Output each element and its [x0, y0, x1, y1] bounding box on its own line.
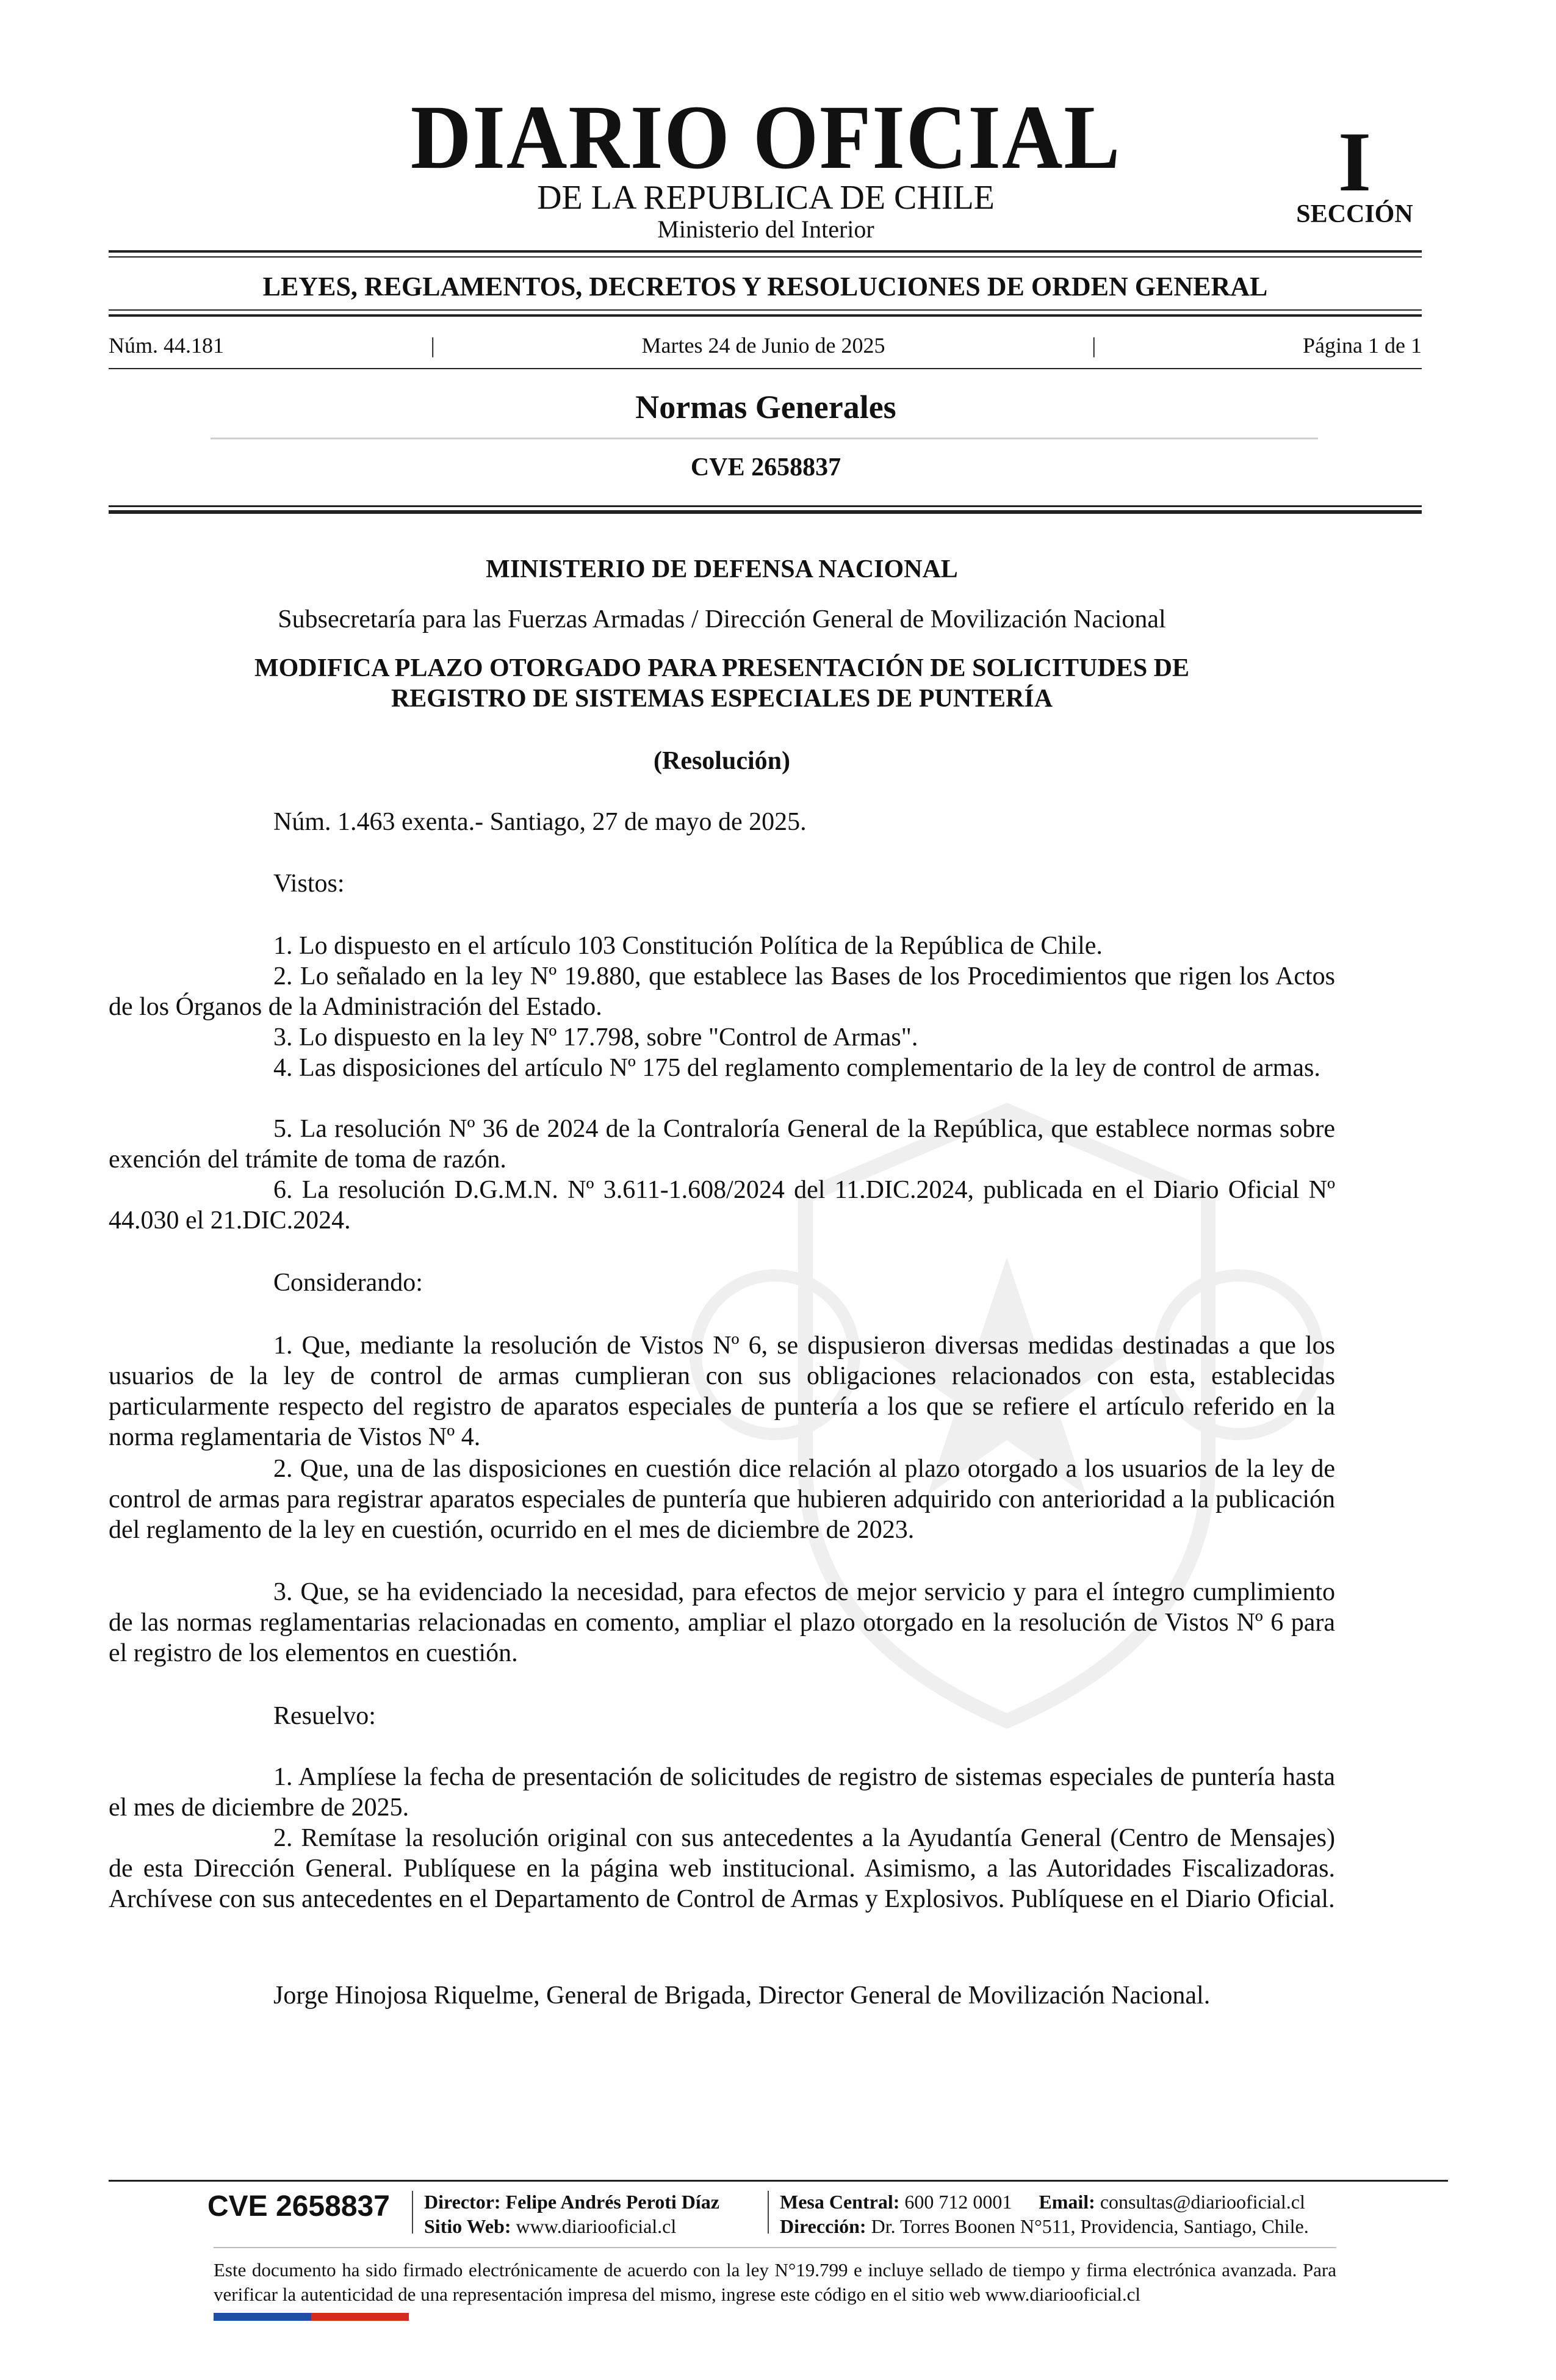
footer-director-line	[424, 2190, 766, 2214]
resuelvo-item	[109, 1823, 1335, 1914]
footer-site-line	[424, 2214, 766, 2238]
vistos-item	[109, 961, 1335, 1022]
masthead-ministry: Ministerio del Interior	[657, 215, 874, 243]
footer-divider	[768, 2191, 769, 2234]
footer-address-line	[780, 2214, 1347, 2238]
considerando-heading	[109, 1268, 1335, 1298]
considerando-item	[109, 1454, 1335, 1545]
resolution-title-line1: MODIFICA PLAZO OTORGADO PARA PRESENTACIÓN DE SOLICITUDES DE	[254, 654, 1190, 682]
vistos-item-text: 3. Lo dispuesto en la ley Nº 17.798, sobre "Control de Armas".	[273, 1023, 918, 1051]
vistos-heading-text: Vistos:	[273, 870, 345, 898]
vistos-item-text: 5. La resolución Nº 36 de 2024 de la Contraloría General de la República, que establece normas sobre exención del trámite de toma de razón.	[109, 1115, 1335, 1174]
considerando-item	[109, 1330, 1335, 1452]
vistos-item	[109, 1114, 1335, 1175]
footer-mesa-label: Mesa Central:	[780, 2191, 900, 2213]
considerando-item	[109, 1577, 1335, 1668]
vistos-item-text: 6. La resolución D.G.M.N. Nº 3.611-1.608/2024 del 11.DIC.2024, publicada en el Diario Oficial Nº 44.030 el 21.DIC.2024.	[109, 1176, 1335, 1235]
resolution-title-line2: REGISTRO DE SISTEMAS ESPECIALES DE PUNTERÍA	[391, 685, 1053, 713]
footer-mesa-value: 600 712 0001	[904, 2191, 1012, 2213]
footer-director-label: Director:	[424, 2191, 501, 2213]
issue-separator: |	[430, 333, 435, 358]
header-rule-mid	[109, 309, 1422, 311]
header-rule-mid-2	[109, 314, 1422, 317]
issue-number: Núm. 44.181	[109, 333, 224, 358]
issue-row	[109, 333, 1422, 358]
resolution-label: (Resolución)	[654, 747, 790, 775]
header-rule-top	[109, 250, 1422, 253]
resuelvo-heading	[109, 1701, 1335, 1731]
masthead-subtitle: DE LA REPUBLICA DE CHILE	[537, 179, 995, 217]
flag-stripe-red	[311, 2313, 409, 2321]
resolution-intro	[109, 807, 1335, 837]
footer-site-value[interactable]: www.diariooficial.cl	[516, 2215, 677, 2237]
considerando-item-text: 2. Que, una de las disposiciones en cuestión dice relación al plazo otorgado a los usuarios de la ley de control de armas para registrar aparatos especiales de puntería que hubieren adquirido con anterioridad a la publicación del reglamento de la ley en cuestión, ocurrido en el mes de diciembre de 2023.	[109, 1455, 1335, 1544]
signature	[109, 1980, 1335, 2011]
resuelvo-item-text: 2. Remítase la resolución original con sus antecedentes a la Ayudantía General (Centro de Mensajes) de esta Dirección General. Publíquese en la página web institucional. Asimismo, a las Autoridades Fiscalizadoras. Archívese con sus antecedentes en el Departamento de Control de Armas y Explosivos. Publíquese en el Diario Oficial.	[109, 1824, 1335, 1913]
vistos-item-text: 1. Lo dispuesto en el artículo 103 Constitución Política de la República de Chile.	[273, 932, 1103, 960]
issue-separator: |	[1092, 333, 1097, 358]
footer-contact-block	[780, 2190, 1347, 2238]
footer-email-label: Email:	[1039, 2191, 1095, 2213]
resuelvo-item	[109, 1762, 1335, 1823]
masthead-title: DIARIO OFICIAL	[410, 87, 1122, 188]
considerando-item-text: 1. Que, mediante la resolución de Vistos Nº 6, se dispusieron diversas medidas destinadas a que los usuarios de la ley de control de armas cumplieran con sus obligaciones relacionados con esta, establecidas particularmente respecto del registro de aparatos especiales de puntería a los que se refiere el artículo referido en la norma reglamentaria de Vistos Nº 4.	[109, 1332, 1335, 1451]
footer-divider	[412, 2191, 413, 2234]
subsecretaria: Subsecretaría para las Fuerzas Armadas / Dirección General de Movilización Nacional	[278, 605, 1166, 633]
section-title-divider	[211, 438, 1318, 439]
vistos-item	[109, 1053, 1335, 1083]
vistos-item-text: 4. Las disposiciones del artículo Nº 175 del reglamento complementario de la ley de control de armas.	[273, 1054, 1320, 1082]
section-label: SECCIÓN	[1296, 200, 1413, 228]
footer-rule	[109, 2180, 1448, 2182]
body-rule-top	[109, 505, 1422, 507]
issue-page: Página 1 de 1	[1303, 333, 1422, 358]
ministry-heading: MINISTERIO DE DEFENSA NACIONAL	[486, 555, 958, 583]
issue-rule	[109, 368, 1422, 369]
section-title: Normas Generales	[635, 389, 896, 425]
considerando-item-text: 3. Que, se ha evidenciado la necesidad, para efectos de mejor servicio y para el íntegro cumplimiento de las normas reglamentarias relacionadas en comento, ampliar el plazo otorgado en la resolución de Vistos Nº 6 para el registro de los elementos en cuestión.	[109, 1578, 1335, 1667]
vistos-item	[109, 1022, 1335, 1053]
flag-stripe-blue	[214, 2313, 311, 2321]
header-rule-top-2	[109, 256, 1422, 258]
footer-note: Este documento ha sido firmado electrónicamente de acuerdo con la ley N°19.799 e incluye sellado de tiempo y firma electrónica avanzada. Para verificar la autenticidad de una representación impresa del mismo, ingrese este código en el sitio web www.diariooficial.cl	[214, 2259, 1336, 2305]
laws-line: LEYES, REGLAMENTOS, DECRETOS Y RESOLUCIONES DE ORDEN GENERAL	[262, 272, 1268, 301]
resuelvo-heading-text: Resuelvo:	[273, 1702, 376, 1730]
resolution-intro-text: Núm. 1.463 exenta.- Santiago, 27 de mayo de 2025.	[273, 808, 807, 836]
footer-cve: CVE 2658837	[207, 2190, 390, 2223]
issue-date: Martes 24 de Junio de 2025	[641, 333, 885, 358]
footer-director-name: Felipe Andrés Peroti Díaz	[505, 2191, 719, 2213]
cve-header: CVE 2658837	[690, 453, 841, 481]
footer-contact-line	[780, 2190, 1347, 2214]
section-number: I	[1338, 115, 1372, 209]
footer-email-value[interactable]: consultas@diariooficial.cl	[1100, 2191, 1305, 2213]
signature-text: Jorge Hinojosa Riquelme, General de Brigada, Director General de Movilización Nacional.	[273, 1982, 1211, 2010]
vistos-heading	[109, 868, 1335, 899]
resuelvo-item-text: 1. Amplíese la fecha de presentación de solicitudes de registro de sistemas especiales de puntería hasta el mes de diciembre de 2025.	[109, 1763, 1335, 1822]
footer-direccion-value: Dr. Torres Boonen N°511, Providencia, Santiago, Chile.	[871, 2215, 1309, 2237]
footer-site-label: Sitio Web:	[424, 2215, 511, 2237]
vistos-item	[109, 931, 1335, 961]
footer-direccion-label: Dirección:	[780, 2215, 866, 2237]
body-rule-top-2	[109, 510, 1422, 514]
footer-gray-divider	[214, 2247, 1336, 2248]
vistos-item-text: 2. Lo señalado en la ley Nº 19.880, que establece las Bases de los Procedimientos que rigen los Actos de los Órganos de la Administración del Estado.	[109, 962, 1335, 1021]
footer-director-block	[424, 2190, 766, 2238]
vistos-item	[109, 1175, 1335, 1236]
considerando-heading-text: Considerando:	[273, 1269, 423, 1297]
